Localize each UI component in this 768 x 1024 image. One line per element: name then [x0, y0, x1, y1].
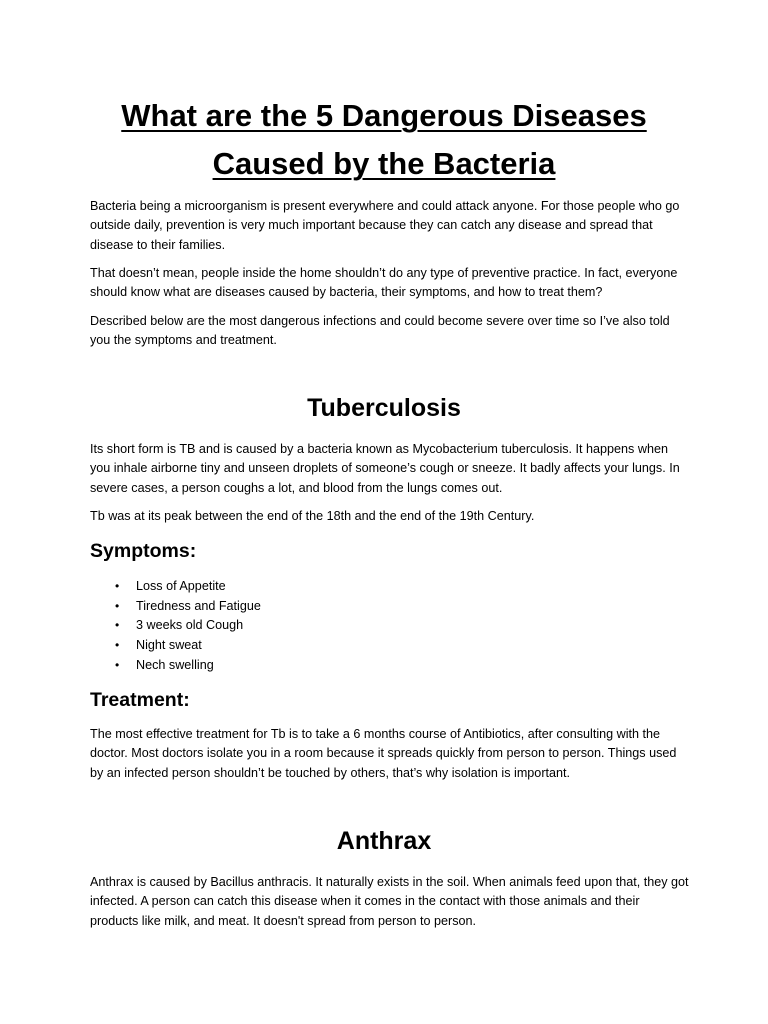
symptoms-list	[90, 577, 261, 676]
symptom-text: 3 weeks old Cough	[136, 618, 244, 633]
intro-paragraph-2: That doesn’t mean, people inside the home shouldn’t do any type of preventive practice. In fact, everyone should know what are diseases caused by bacteria, their symptoms, and how to treat them?	[90, 266, 678, 300]
section-heading-tuberculosis: Tuberculosis	[307, 394, 461, 422]
treatment-heading: Treatment:	[90, 689, 190, 711]
bullet-icon: •	[115, 618, 120, 633]
list-item	[90, 577, 261, 597]
list-item	[90, 656, 261, 676]
list-item	[90, 597, 261, 617]
page-title	[0, 92, 768, 188]
symptoms-heading: Symptoms:	[90, 540, 197, 562]
treatment-paragraph: The most effective treatment for Tb is to take a 6 months course of Antibiotics, after consulting with the doctor. Most doctors isolate you in a room because it spreads quickly from person to person. Things used by an infected person shouldn’t be touched by others, that’s why isolation is important.	[90, 727, 677, 780]
tb-paragraph-1: Its short form is TB and is caused by a bacteria known as Mycobacterium tuberculosis. It happens when you inhale airborne tiny and unseen droplets of someone’s cough or sneeze. It badly affects your lungs. In severe cases, a person coughs a lot, and blood from the lungs comes out.	[90, 442, 680, 495]
tb-paragraph-2: Tb was at its peak between the end of the 18th and the end of the 19th Century.	[90, 509, 535, 523]
symptom-text: Nech swelling	[136, 657, 214, 672]
list-item	[90, 636, 261, 656]
anthrax-paragraph: Anthrax is caused by Bacillus anthracis. It naturally exists in the soil. When animals feed upon that, they got infected. A person can catch this disease when it comes in the contact with those animals and their products like milk, and meat. It doesn't spread from person to person.	[90, 875, 689, 928]
section-heading-anthrax: Anthrax	[336, 827, 432, 855]
bullet-icon: •	[115, 638, 120, 653]
symptom-text: Night sweat	[136, 638, 202, 653]
bullet-icon: •	[115, 657, 120, 672]
list-item	[90, 616, 261, 636]
title-line-1: What are the 5 Dangerous Diseases	[121, 98, 647, 133]
bullet-icon: •	[115, 598, 120, 613]
intro-paragraph-1: Bacteria being a microorganism is present everywhere and could attack anyone. For those people who go outside daily, prevention is very much important because they can catch any disease and spread that disease to their families.	[90, 199, 680, 252]
bullet-icon: •	[115, 579, 120, 593]
symptom-text: Loss of Appetite	[136, 579, 226, 593]
title-line-2: Caused by the Bacteria	[212, 146, 556, 181]
symptom-text: Tiredness and Fatigue	[136, 598, 261, 613]
intro-paragraph-3: Described below are the most dangerous infections and could become severe over time so I’ve also told you the symptoms and treatment.	[90, 314, 670, 348]
